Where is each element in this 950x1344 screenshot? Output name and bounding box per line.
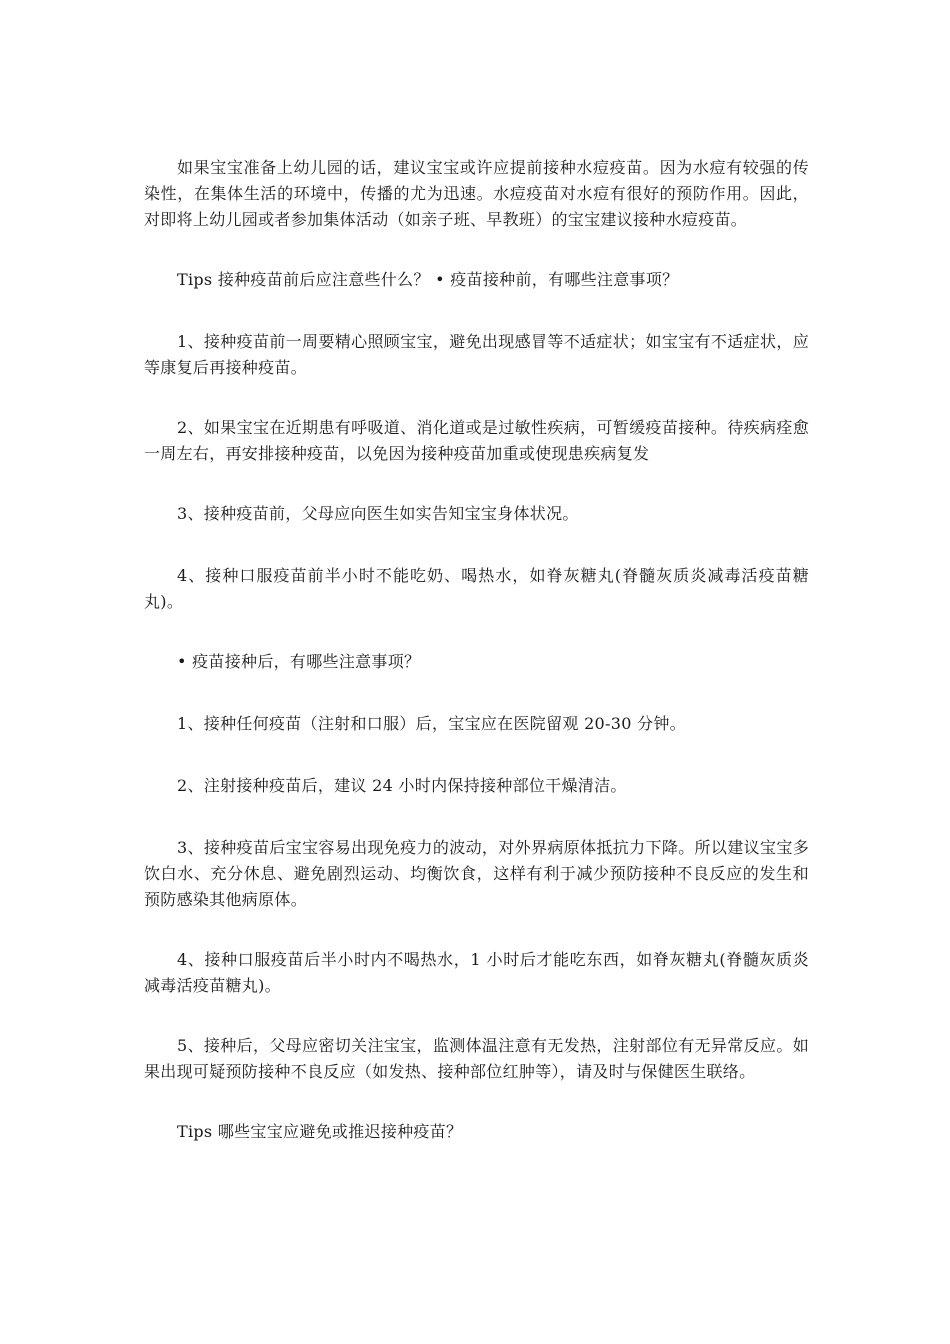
paragraph-after-1: 1、接种任何疫苗（注射和口服）后，宝宝应在医院留观 20-30 分钟。 <box>177 714 686 733</box>
paragraph-varicella-intro: 如果宝宝准备上幼儿园的话，建议宝宝或许应提前接种水痘疫苗。因为水痘有较强的传染性，在集体生活的环境中，传播的尤为迅速。水痘疫苗对水痘有很好的预防作用。因此，对即将上幼儿园或者参加集体活动（如亲子班、早教班）的宝宝建议接种水痘疫苗。 <box>144 158 809 229</box>
paragraph-after-2: 2、注射接种疫苗后，建议 24 小时内保持接种部位干燥清洁。 <box>177 776 627 795</box>
paragraph-after-heading: • 疫苗接种后，有哪些注意事项？ <box>177 652 421 671</box>
paragraph-after-4: 4、接种口服疫苗后半小时内不喝热水，1 小时后才能吃东西，如脊灰糖丸(脊髓灰质炎减毒活疫苗糖丸)。 <box>144 950 809 995</box>
paragraph-after-5: 5、接种后，父母应密切关注宝宝，监测体温注意有无发热，注射部位有无异常反应。如果出现可疑预防接种不良反应（如发热、接种部位红肿等），请及时与保健医生联络。 <box>144 1036 809 1081</box>
paragraph-tips-heading-avoid: Tips 哪些宝宝应避免或推迟接种疫苗？ <box>177 1122 463 1141</box>
paragraph-before-1: 1、接种疫苗前一周要精心照顾宝宝，避免出现感冒等不适症状；如宝宝有不适症状，应等康复后再接种疫苗。 <box>144 332 809 377</box>
paragraph-tips-heading-before: Tips 接种疫苗前后应注意些什么？ • 疫苗接种前，有哪些注意事项？ <box>177 270 679 289</box>
paragraph-before-4: 4、接种口服疫苗前半小时不能吃奶、喝热水，如脊灰糖丸(脊髓灰质炎减毒活疫苗糖丸)。 <box>144 566 809 611</box>
document-body <box>144 155 809 1181</box>
paragraph-after-3: 3、接种疫苗后宝宝容易出现免疫力的波动，对外界病原体抵抗力下降。所以建议宝宝多饮白水、充分休息、避免剧烈运动、均衡饮食，这样有利于减少预防接种不良反应的发生和预防感染其他病原体。 <box>144 838 809 909</box>
paragraph-before-3: 3、接种疫苗前，父母应向医生如实告知宝宝身体状况。 <box>177 504 579 523</box>
paragraph-before-2: 2、如果宝宝在近期患有呼吸道、消化道或是过敏性疾病，可暂缓疫苗接种。待疾病痊愈一周左右，再安排接种疫苗，以免因为接种疫苗加重或使现患疾病复发 <box>144 418 809 463</box>
